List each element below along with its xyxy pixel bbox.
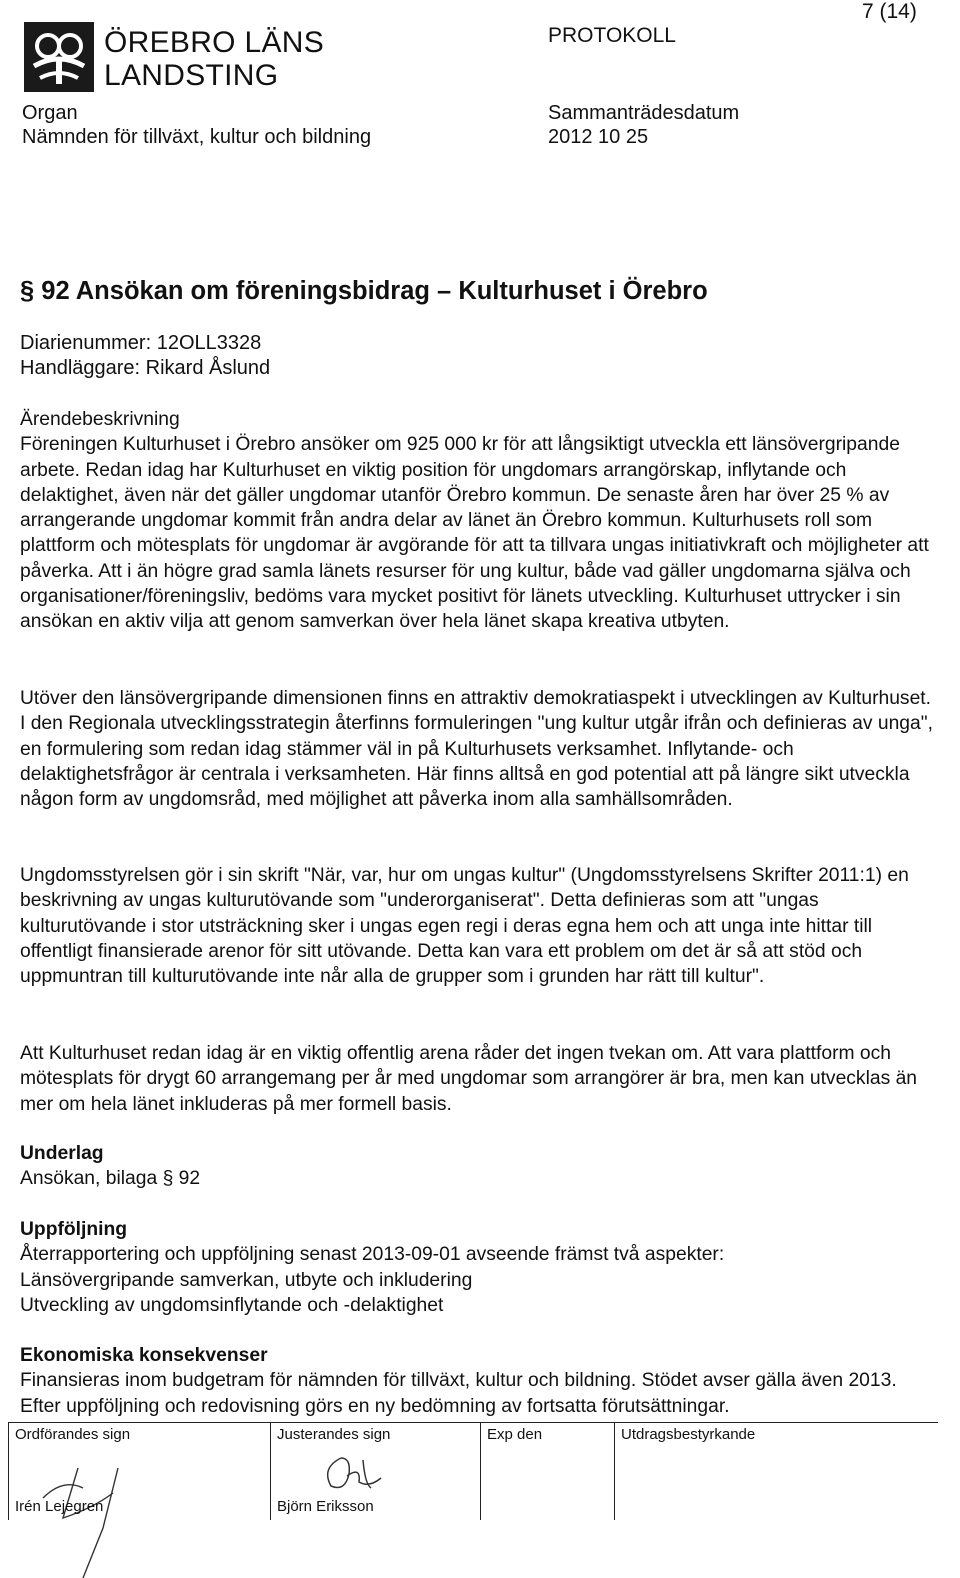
justerande-cell bbox=[270, 1422, 480, 1520]
org-name-line2: LANDSTING bbox=[104, 59, 279, 92]
uppfoljning-heading: Uppföljning bbox=[20, 1219, 128, 1240]
handlaggare: Handläggare: Rikard Åslund bbox=[20, 357, 271, 379]
paragraph-4: Att Kulturhuset redan idag är en viktig offentlig arena råder det ingen tvekan om. Att vara plattform och mötesplats för drygt 60 arrangemang per år med ungdomar som arrangörer är bra, men kan utvecklas än mer om hela länet inkluderas på mer formell basis. bbox=[20, 1043, 918, 1115]
date-label: Sammanträdesdatum bbox=[548, 102, 740, 124]
paragraph-2: Utöver den länsövergripande dimensionen finns en attraktiv demokratiaspekt i utvecklingen av Kulturhuset. I den Regionala utvecklingsstrategin återfinns formuleringen "ung kultur utgår ifrån och definieras av unga", en formulering som redan idag stämmer väl in på Kulturhusets verksamhet. Inflytande- och delaktighetsfrågor är centrala i verksamheten. Här finns alltså en god potential att på längre sikt utveckla någon form av ungdomsråd, med möjlighet att påverka inom alla samhällsområden. bbox=[20, 688, 933, 811]
ekonomiska-heading: Ekonomiska konsekvenser bbox=[20, 1345, 268, 1366]
organ-block bbox=[22, 101, 371, 149]
ordforande-name: Irén Lejegren bbox=[15, 1498, 104, 1515]
ordforande-cell bbox=[8, 1422, 270, 1520]
org-name bbox=[104, 26, 324, 92]
justerande-signature-icon bbox=[311, 1448, 391, 1498]
organ-value: Nämnden för tillväxt, kultur och bildning bbox=[22, 126, 372, 148]
page-title: § 92 Ansökan om föreningsbidrag – Kulturhuset i Örebro bbox=[20, 277, 708, 305]
ekonomiska-text: Finansieras inom budgetram för nämnden för tillväxt, kultur och bildning. Stödet avser gälla även 2013. Efter uppföljning och redovisning görs en ny bedömning av fortsatta förutsättningar. bbox=[20, 1370, 897, 1417]
paragraph-3: Ungdomsstyrelsen gör i sin skrift "När, var, hur om ungas kultur" (Ungdomsstyrelsens Skrifter 2011:1) en beskrivning av ungas kulturutövande som "underorganiserat". Detta definieras som att "ungas kulturutövande i stor utsträckning sker i ungas egen regi i deras egna hem och att unga inte hittar till offentligt finansierade arenor för sitt utövande. Detta kan vara ett problem om det är så att stöd och uppmuntran till kulturutövande inte når alla de grupper som i grunden har rätt till kultur". bbox=[20, 865, 909, 988]
underlag-text: Ansökan, bilaga § 92 bbox=[20, 1168, 201, 1190]
org-name-line1: ÖREBRO LÄNS bbox=[104, 26, 325, 59]
utdrag-cell bbox=[614, 1422, 938, 1520]
case-meta bbox=[20, 331, 940, 381]
ekonomiska-section bbox=[20, 1343, 940, 1419]
justerande-label: Justerandes sign bbox=[277, 1426, 391, 1443]
organ-label: Organ bbox=[22, 102, 78, 124]
uppfoljning-line3: Utveckling av ungdomsinflytande och -delaktighet bbox=[20, 1294, 444, 1316]
ordforande-label: Ordförandes sign bbox=[15, 1426, 131, 1443]
uppfoljning-line2: Länsövergripande samverkan, utbyte och inkludering bbox=[20, 1269, 473, 1291]
arendebeskrivning-section bbox=[20, 407, 940, 635]
utdrag-label: Utdragsbestyrkande bbox=[621, 1426, 756, 1443]
justerande-name: Björn Eriksson bbox=[277, 1498, 374, 1515]
document-type: PROTOKOLL bbox=[548, 24, 676, 47]
date-block bbox=[548, 101, 739, 149]
underlag-section bbox=[20, 1141, 940, 1192]
exp-label: Exp den bbox=[487, 1426, 543, 1443]
arendebeskrivning-heading: Ärendebeskrivning bbox=[20, 409, 180, 430]
diarienummer: Diarienummer: 12OLL3328 bbox=[20, 332, 262, 354]
underlag-heading: Underlag bbox=[20, 1143, 104, 1164]
signature-table bbox=[8, 1422, 938, 1520]
exp-cell bbox=[480, 1422, 614, 1520]
uppfoljning-section bbox=[20, 1217, 940, 1318]
paragraph-1: Föreningen Kulturhuset i Örebro ansöker om 925 000 kr för att långsiktigt utveckla ett länsövergripande arbete. Redan idag har Kulturhuset en viktig position för ungdomars arrangörskap, inflytande och delaktighet, även när det gäller ungdomar utanför Örebro kommun. De senaste åren har över 25 % av arrangerande ungdomar kommit från andra delar av länet än Örebro kommun. Kulturhusets roll som plattform och mötesplats för ungdomar är avgörande för att ta tillvara ungas initiativkraft och möjligheter att påverka. Att i än högre grad samla länets resurser för ung kultur, både vad gäller ungdomarna själva och organisationer/föreningsliv, bedöms vara mycket positivt för länets utveckling. Kulturhuset uttrycker i sin ansökan en aktiv vilja att genom samverkan över hela länet skapa kreativa utbyten. bbox=[20, 434, 929, 633]
landsting-logo-icon bbox=[24, 22, 94, 92]
date-value: 2012 10 25 bbox=[548, 126, 649, 148]
uppfoljning-line1: Återrapportering och uppföljning senast 2013-09-01 avseende främst två aspekter: bbox=[20, 1244, 725, 1266]
page-number: 7 (14) bbox=[862, 0, 917, 23]
